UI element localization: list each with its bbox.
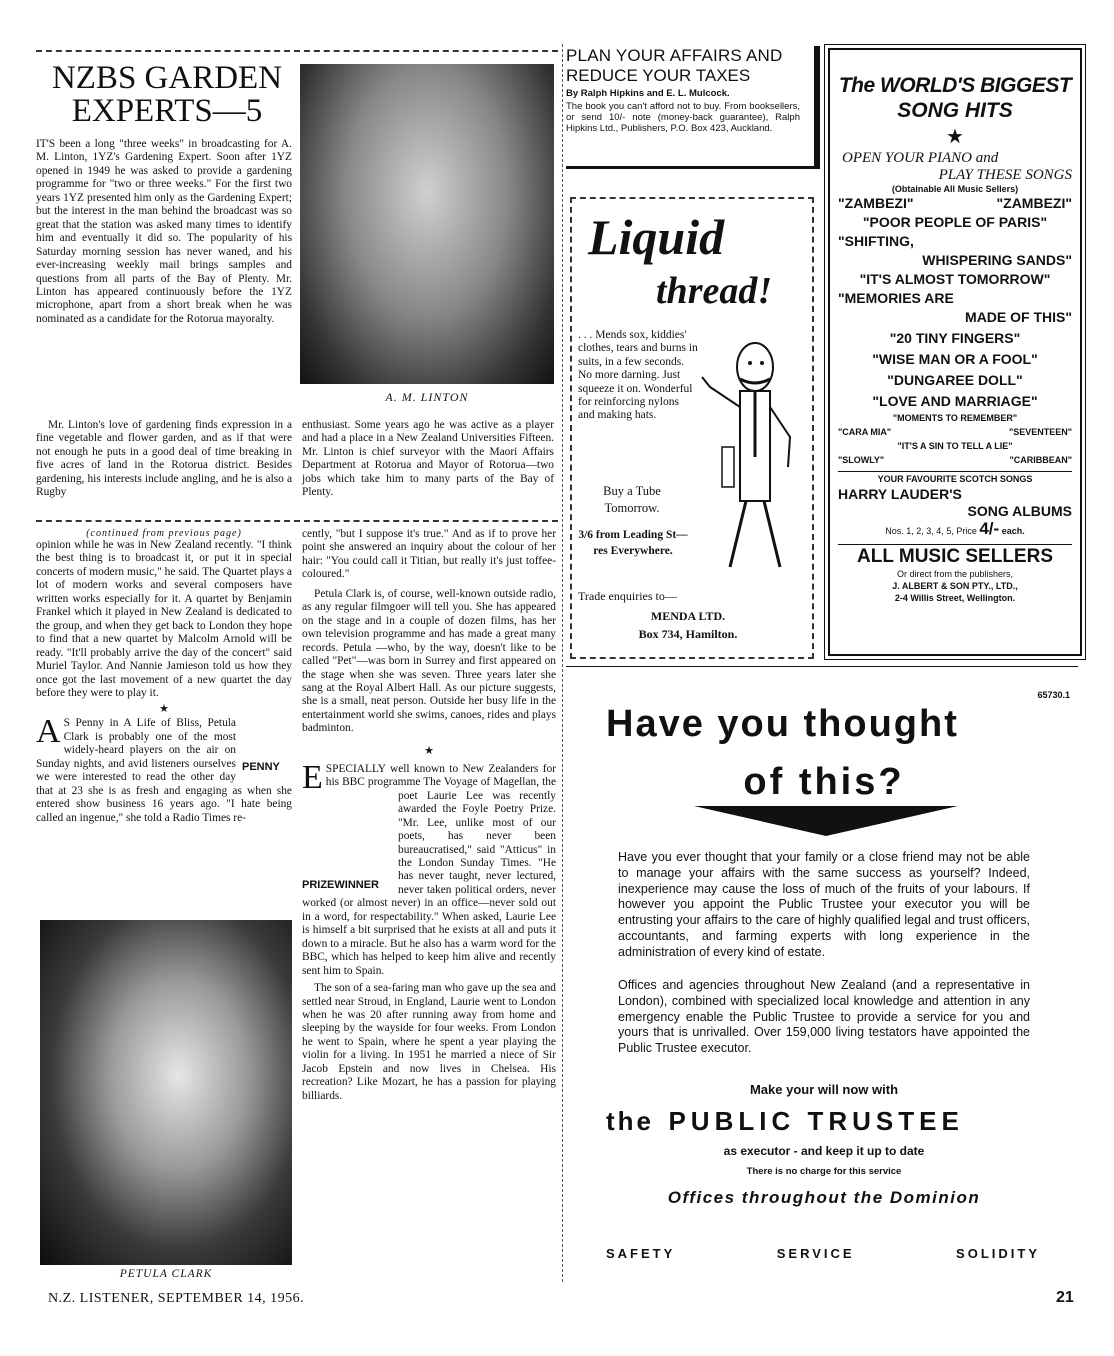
star-icon: ★ xyxy=(159,703,169,716)
trustee-code: 65730.1 xyxy=(1037,690,1070,700)
song-dungaree: "DUNGAREE DOLL" xyxy=(887,372,1023,388)
article-body-bottom-right xyxy=(302,419,554,500)
ad-taxes-title1: PLAN YOUR AFFAIRS AND xyxy=(566,46,783,65)
trustee-body2: Offices and agencies throughout New Zealand (and a representative in London), combined with specialized local knowledge and attention in any emergency enable the Public Trustee to provide a service for you and yours that is unrivalled. Over 159,000 living testators have appointed the Public Trustee executor. xyxy=(618,978,1030,1056)
trustee-make: Make your will now with xyxy=(749,1082,899,1097)
trustee-top-rule xyxy=(566,666,1078,667)
prizewinner-label: PRIZEWINNER xyxy=(302,878,379,891)
songs-price-row xyxy=(830,520,1080,540)
song-tiny-fingers: "20 TINY FINGERS" xyxy=(889,330,1021,346)
top-rule xyxy=(36,50,558,52)
continued-col2-p1: cently, "but I suppose it's true." And as if to prove her point she answered an inquiry about the colour of her hair: "You could call it Titian, but really it's just toffee-coloured." xyxy=(302,528,556,581)
songs-lauder1: HARRY LAUDER'S xyxy=(838,486,962,502)
song-moments: "MOMENTS TO REMEMBER" xyxy=(892,413,1018,423)
song-wise-man: "WISE MAN OR A FOOL" xyxy=(872,351,1038,367)
song-row-1 xyxy=(838,194,1072,213)
continued-col1-p1: opinion while he was in New Zealand recently. "I think the best thing is to broadcast it, or put it in special concerts of modern music," he said. The Quartet plays a lot of modern works and several composers have written works especially for it. A quartet by Benjamin Frankel which it played in New Zealand is dedicated to the group, and when they get back to London they hope to find that a new quartet by Malcolm Arnold will be ready. "It'll probably arrive the day of the concert" said Muriel Taylor. And Nannie Jamieson told us how they once got the last movement of a new quartet the day before they were to play it. xyxy=(36,539,292,699)
song-caribbean: "CARIBBEAN" xyxy=(1009,455,1072,465)
trustee-nocharge: There is no charge for this service xyxy=(746,1166,902,1177)
songs-title2: SONG HITS xyxy=(897,99,1013,122)
continued-note: (continued from previous page) xyxy=(86,528,242,539)
songs-pubaddr: 2-4 Willis Street, Wellington. xyxy=(894,593,1016,603)
trustee-brand-row xyxy=(606,1106,1076,1137)
article-body-bottom-left xyxy=(36,419,292,500)
article-title-line1: NZBS GARDEN xyxy=(51,60,283,96)
article-para3: enthusiast. Some years ago he was active as a player and had a place in a New Zealand Universities Fifteen. Mr. Linton is chief surveyor with the Maori Affairs Department at Rotorua and Mayor of Rotorua—two jobs which take him to many parts of the Bay of Plenty. xyxy=(302,419,554,499)
songs-sellers: ALL MUSIC SELLERS xyxy=(857,546,1053,567)
trustee-arrow xyxy=(694,806,958,836)
trustee-solidity: SOLIDITY xyxy=(956,1246,1040,1261)
song-zambezi-1: "ZAMBEZI" xyxy=(838,195,914,211)
ad-thread-buy: Buy a Tube Tomorrow. xyxy=(603,484,661,515)
songs-pub: J. ALBERT & SON PTY., LTD., xyxy=(892,581,1018,591)
songs-list xyxy=(830,194,1080,467)
ad-thread-brand2: thread! xyxy=(656,270,773,312)
ad-song-hits xyxy=(828,48,1082,656)
article-title xyxy=(36,62,298,128)
song-memories: "MEMORIES ARE xyxy=(838,290,954,306)
trustee-words xyxy=(606,1246,1040,1261)
trustee-head2: of this? xyxy=(743,761,905,803)
needle-man-illustration xyxy=(700,327,804,577)
song-zambezi-2: "ZAMBEZI" xyxy=(996,195,1072,211)
song-whispering: WHISPERING SANDS" xyxy=(922,252,1072,268)
linton-photo-caption: A. M. LINTON xyxy=(385,390,469,404)
ad-public-trustee xyxy=(570,672,1078,1282)
songs-lauder2: SONG ALBUMS xyxy=(967,503,1072,519)
songs-price: 4/- xyxy=(979,519,1000,538)
songs-sub2: PLAY THESE SONGS xyxy=(938,167,1072,183)
continued-col2-p2: Petula Clark is, of course, well-known outside radio, as any regular filmgoer will tell you. She has appeared on the stage and in a couple of dozen films, has her own television programme and has made a great many records. Petula —who, by the way, doesn't like to be called "Pet"—was born in Surrey and first appeared on the stage when she was seven. Three years later she sang at the Royal Albert Hall. As our picture suggests, she is a small, neat person. Outside her busy life in the entertainment world she swims, canoes, rides and plays badminton. xyxy=(302,587,556,735)
footer-left: N.Z. LISTENER, SEPTEMBER 14, 1956. xyxy=(48,1291,305,1306)
article-para2: Mr. Linton's love of gardening finds expression in a fine vegetable and flower garden, and as if that were not enough he puts in a good deal of time breaking in five acres of land in the Rotorua district. Besides gardening, his interests include angling, and he is also a Rugby xyxy=(36,419,292,499)
col2-p3-text: SPECIALLY well known to New Zealanders for his BBC programme The Voyage of Magellan, the poet Laurie Lee was recently awarded the Foyle Poetry Prize. "Mr. Lee, unlike most of our poets, has never been bureaucratised," said "Atticus" in the London Sunday Times. "He has never taught, never lectured, never taken political orders, never worked (or almost never) in an office—never sold out in a word, for respectability." When asked, Laurie Lee is himself a bit surprised that he exists at all and puts it down to a miracle. But he also has a warm word for the BBC, which has helped to keep him alive and recently sent him to Spain. xyxy=(302,762,556,977)
trustee-executor: as executor - and keep it up to date xyxy=(723,1144,925,1158)
trustee-brand: PUBLIC TRUSTEE xyxy=(668,1106,964,1136)
songs-title1: The WORLD'S BIGGEST xyxy=(838,74,1072,97)
ad-taxes-body: The book you can't afford not to buy. From booksellers, or send 10/- note (money-back guarantee), Ralph Hipkins Ltd., Publishers, P.O. Box 423, Auckland. xyxy=(566,101,800,134)
article-para1: IT'S been a long "three weeks" in broadcasting for A. M. Linton, 1YZ's Gardening Expert. Soon after 1YZ opened in 1949 he was asked to provide a gardening programme for "two or three weeks." For the first two years 1YZ presented him only as the Gardening Expert; but the interest in the man behind the broadcast was so great that the station was asked many times to identify him and eventually it did so. The popularity of his Saturday morning session has never waned, and his ever-increasing weekly mail brings samples and questions from all parts of the Bay of Plenty. Mr. Linton has appeared continuously before the 1YZ microphone, apart from a short break when he was nominated as a candidate for the Rotorua mayoralty. xyxy=(36,138,292,325)
song-almost-tomorrow: "IT'S ALMOST TOMORROW" xyxy=(859,271,1051,287)
song-seventeen: "SEVENTEEN" xyxy=(1008,427,1072,437)
petula-caption: PETULA CLARK xyxy=(119,1268,213,1280)
trustee-the: the xyxy=(606,1106,654,1136)
ad-thread-price: 3/6 from Leading St—res Everywhere. xyxy=(578,529,688,557)
penny-label: PENNY xyxy=(242,761,280,774)
footer-page-number: 21 xyxy=(1056,1289,1074,1306)
ad-thread-company: MENDA LTD. xyxy=(650,609,726,623)
article-title-line2: EXPERTS—5 xyxy=(71,93,263,129)
song-row-slowly xyxy=(838,453,1072,467)
songs-star-icon: ★ xyxy=(946,126,964,148)
songs-each: each. xyxy=(1001,526,1025,536)
col1-p2-text: S Penny in A Life of Bliss, Petula Clark is probably one of the most widely-heard players on the air on Sunday nights, and avid listeners ourselves we were interested to read the other day that at 23 she is as fresh and engaging as when she entered show business 16 years ago. "I hate being called an ingenue," she told a Radio Times re- xyxy=(36,717,292,824)
ad-thread-address: Box 734, Hamilton. xyxy=(638,627,738,641)
songs-scotch: YOUR FAVOURITE SCOTCH SONGS xyxy=(877,474,1033,484)
ad-thread-brand1: Liquid xyxy=(588,209,725,265)
trustee-safety: SAFETY xyxy=(606,1246,676,1261)
trustee-body1: Have you ever thought that your family or a close friend may not be able to manage your affairs with the same success as yourself? Indeed, inexperience may cause the loss of much of the fruits of your labours. If however you appoint the Public Trustee your executor you will be entrusting your affairs to the care of highly qualified legal and trust officers, accountants, and farming experts with long experience in the administration of every kind of estate. xyxy=(618,850,1030,959)
ad-taxes xyxy=(566,46,820,169)
songs-sub1: OPEN YOUR PIANO and xyxy=(842,150,999,166)
ad-taxes-title2: REDUCE YOUR TAXES xyxy=(566,66,751,85)
mid-rule xyxy=(36,520,558,522)
linton-photo xyxy=(300,64,554,384)
song-cara-mia: "CARA MIA" xyxy=(838,427,892,437)
song-row-cara xyxy=(838,425,1072,439)
songs-direct: Or direct from the publishers, xyxy=(896,569,1014,579)
continued-col2 xyxy=(302,528,556,1103)
trustee-offices: Offices throughout the Dominion xyxy=(667,1188,981,1207)
songs-nos: Nos. 1, 2, 3, 4, 5, Price xyxy=(885,526,977,536)
continued-col2-p3 xyxy=(302,758,556,978)
continued-col2-p4: The son of a sea-faring man who gave up the sea and settled near Stroud, in England, Laurie went to London when he was 20 after running away from home and sleeping by the wayside for four weeks. From London he went to Spain, where he spent a year playing the violin for a living. In 1951 he married a niece of Sir Jacob Epstein and now lives in Chelsea. His recreation? Like Mozart, he has a passion for playing billiards. xyxy=(302,982,556,1102)
column-rule xyxy=(562,44,563,1282)
ad-liquid-thread xyxy=(570,197,814,659)
ad-thread-trade: Trade enquiries to— xyxy=(578,589,677,603)
star-icon-2: ★ xyxy=(424,744,434,757)
trustee-head1: Have you thought xyxy=(606,703,959,745)
song-love-marriage: "LOVE AND MARRIAGE" xyxy=(872,393,1038,409)
song-shifting: "SHIFTING, xyxy=(838,233,914,249)
dropcap-e: E xyxy=(302,758,323,796)
trustee-service: SERVICE xyxy=(776,1246,855,1261)
ad-taxes-byline: By Ralph Hipkins and E. L. Mulcock. xyxy=(566,88,730,99)
song-slowly: "SLOWLY" xyxy=(838,455,885,465)
songs-obtain: (Obtainable All Music Sellers) xyxy=(891,184,1019,194)
continued-col1 xyxy=(36,528,292,825)
article-body-left xyxy=(36,138,292,326)
ad-thread-body: . . . Mends sox, kiddies' clothes, tears and burns in suits, in a few seconds. No more darning. Just squeeze it on. Wonderful for reinforcing nylons and making hats. xyxy=(578,329,698,422)
song-poor-people: "POOR PEOPLE OF PARIS" xyxy=(862,214,1048,230)
song-made-of-this: MADE OF THIS" xyxy=(965,309,1072,325)
petula-photo xyxy=(40,920,292,1265)
dropcap-a: A xyxy=(36,713,61,751)
continued-col1-p2 xyxy=(36,713,292,825)
song-sin: "IT'S A SIN TO TELL A LIE" xyxy=(897,441,1013,451)
